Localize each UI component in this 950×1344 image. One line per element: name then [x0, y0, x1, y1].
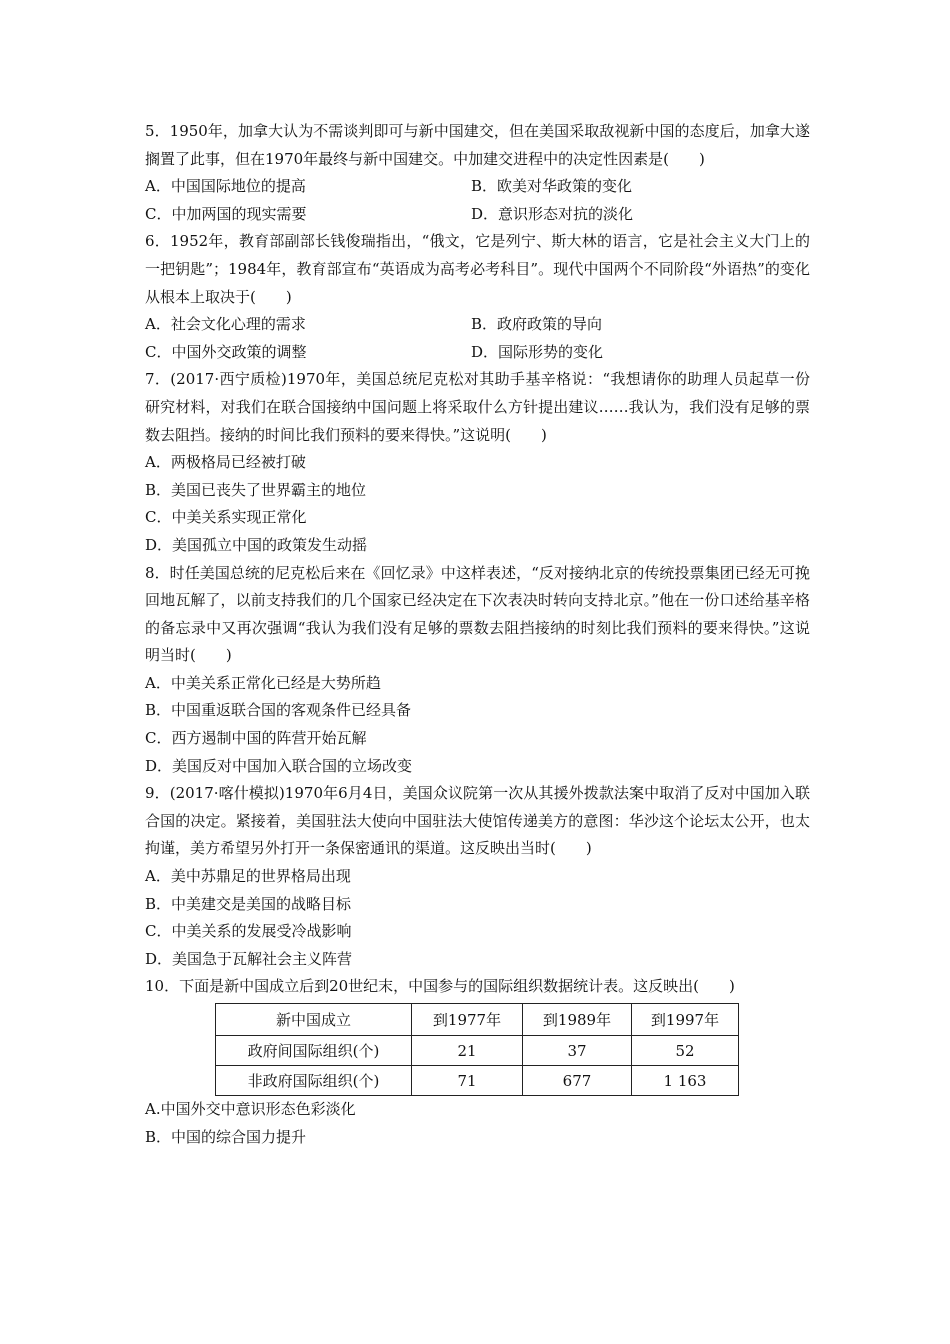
table-header-cell: 到1989年 [523, 1004, 632, 1036]
question-8 [145, 560, 810, 781]
table-cell: 37 [523, 1036, 632, 1066]
option-d: D．国际形势的变化 [471, 342, 604, 361]
question-stem: 5．1950年，加拿大认为不需谈判即可与新中国建交，但在美国采取敌视新中国的态度后，加拿大遂搁置了此事，但在1970年最终与新中国建交。中加建交进程中的决定性因素是( ) [145, 122, 810, 168]
table-cell: 677 [523, 1066, 632, 1096]
question-stem: 8．时任美国总统的尼克松后来在《回忆录》中这样表述，“反对接纳北京的传统投票集团已经无可挽回地瓦解了，以前支持我们的几个国家已经决定在下次表决时转向支持北京。”他在一份口述给基辛格的备忘录中又再次强调“我认为我们没有足够的票数去阻挡接纳的时刻比我们预料的要来得快。”这说明当时( ) [145, 563, 810, 665]
table-cell: 21 [412, 1036, 523, 1066]
table-header-cell: 新中国成立 [216, 1004, 412, 1036]
option-b: B．中国的综合国力提升 [145, 1127, 307, 1146]
option-b: B．中美建交是美国的战略目标 [145, 894, 352, 913]
statistics-table [215, 1003, 739, 1096]
option-d: D．意识形态对抗的淡化 [471, 204, 634, 223]
option-d: D．美国孤立中国的政策发生动摇 [145, 535, 368, 554]
table-header-cell: 到1997年 [632, 1004, 739, 1036]
table-row [216, 1036, 739, 1066]
option-a: A.中国外交中意识形态色彩淡化 [145, 1100, 356, 1118]
option-d: D．美国急于瓦解社会主义阵营 [145, 949, 353, 968]
option-b: B．美国已丧失了世界霸主的地位 [145, 480, 367, 499]
option-b: B．政府政策的导向 [471, 315, 603, 334]
table-cell: 非政府国际组织(个) [216, 1066, 412, 1096]
table-cell: 71 [412, 1066, 523, 1096]
question-5 [145, 118, 810, 228]
option-a: A．中国国际地位的提高 [145, 177, 306, 196]
option-b: B．欧美对华政策的变化 [471, 177, 633, 196]
question-sheet [145, 118, 810, 1151]
question-10 [145, 973, 810, 1151]
option-c: C．中美关系的发展受冷战影响 [145, 922, 352, 941]
table-header-cell: 到1977年 [412, 1004, 523, 1036]
option-a: A．美中苏鼎足的世界格局出现 [145, 867, 351, 886]
option-c: C．中国外交政策的调整 [145, 342, 307, 361]
question-7 [145, 366, 810, 559]
option-c: C．中美关系实现正常化 [145, 508, 307, 527]
question-9 [145, 780, 810, 973]
question-stem: 10．下面是新中国成立后到20世纪末，中国参与的国际组织数据统计表。这反映出( ) [145, 977, 735, 996]
table-cell: 政府间国际组织(个) [216, 1036, 412, 1066]
option-c: C．中加两国的现实需要 [145, 204, 307, 223]
table-header-row [216, 1004, 739, 1036]
question-stem: 6．1952年，教育部副部长钱俊瑞指出，“俄文，它是列宁、斯大林的语言，它是社会主义大门上的一把钥匙”；1984年，教育部宣布“英语成为高考必考科目”。现代中国两个不同阶段“外语热”的变化从根本上取决于( ) [145, 232, 810, 306]
table-row [216, 1066, 739, 1096]
question-stem: 7．(2017·西宁质检)1970年，美国总统尼克松对其助手基辛格说：“我想请你的助理人员起草一份研究材料，对我们在联合国接纳中国问题上将采取什么方针提出建议……我认为，我们没有足够的票数去阻挡。接纳的时间比我们预料的要来得快。”这说明( ) [145, 370, 810, 444]
options [145, 173, 810, 228]
option-a: A．中美关系正常化已经是大势所趋 [145, 673, 381, 692]
option-c: C．西方遏制中国的阵营开始瓦解 [145, 729, 367, 748]
options [145, 311, 810, 366]
option-a: A．两极格局已经被打破 [145, 453, 306, 472]
option-b: B．中国重返联合国的客观条件已经具备 [145, 701, 412, 720]
option-a: A．社会文化心理的需求 [145, 315, 306, 334]
table-cell: 1 163 [632, 1066, 739, 1096]
question-6 [145, 228, 810, 366]
option-d: D．美国反对中国加入联合国的立场改变 [145, 756, 413, 775]
table-cell: 52 [632, 1036, 739, 1066]
question-stem: 9．(2017·喀什模拟)1970年6月4日，美国众议院第一次从其援外拨款法案中取消了反对中国加入联合国的决定。紧接着，美国驻法大使向中国驻法大使馆传递美方的意图：华沙这个论坛太公开，也太拘谨，美方希望另外打开一条保密通讯的渠道。这反映出当时( ) [145, 784, 810, 858]
